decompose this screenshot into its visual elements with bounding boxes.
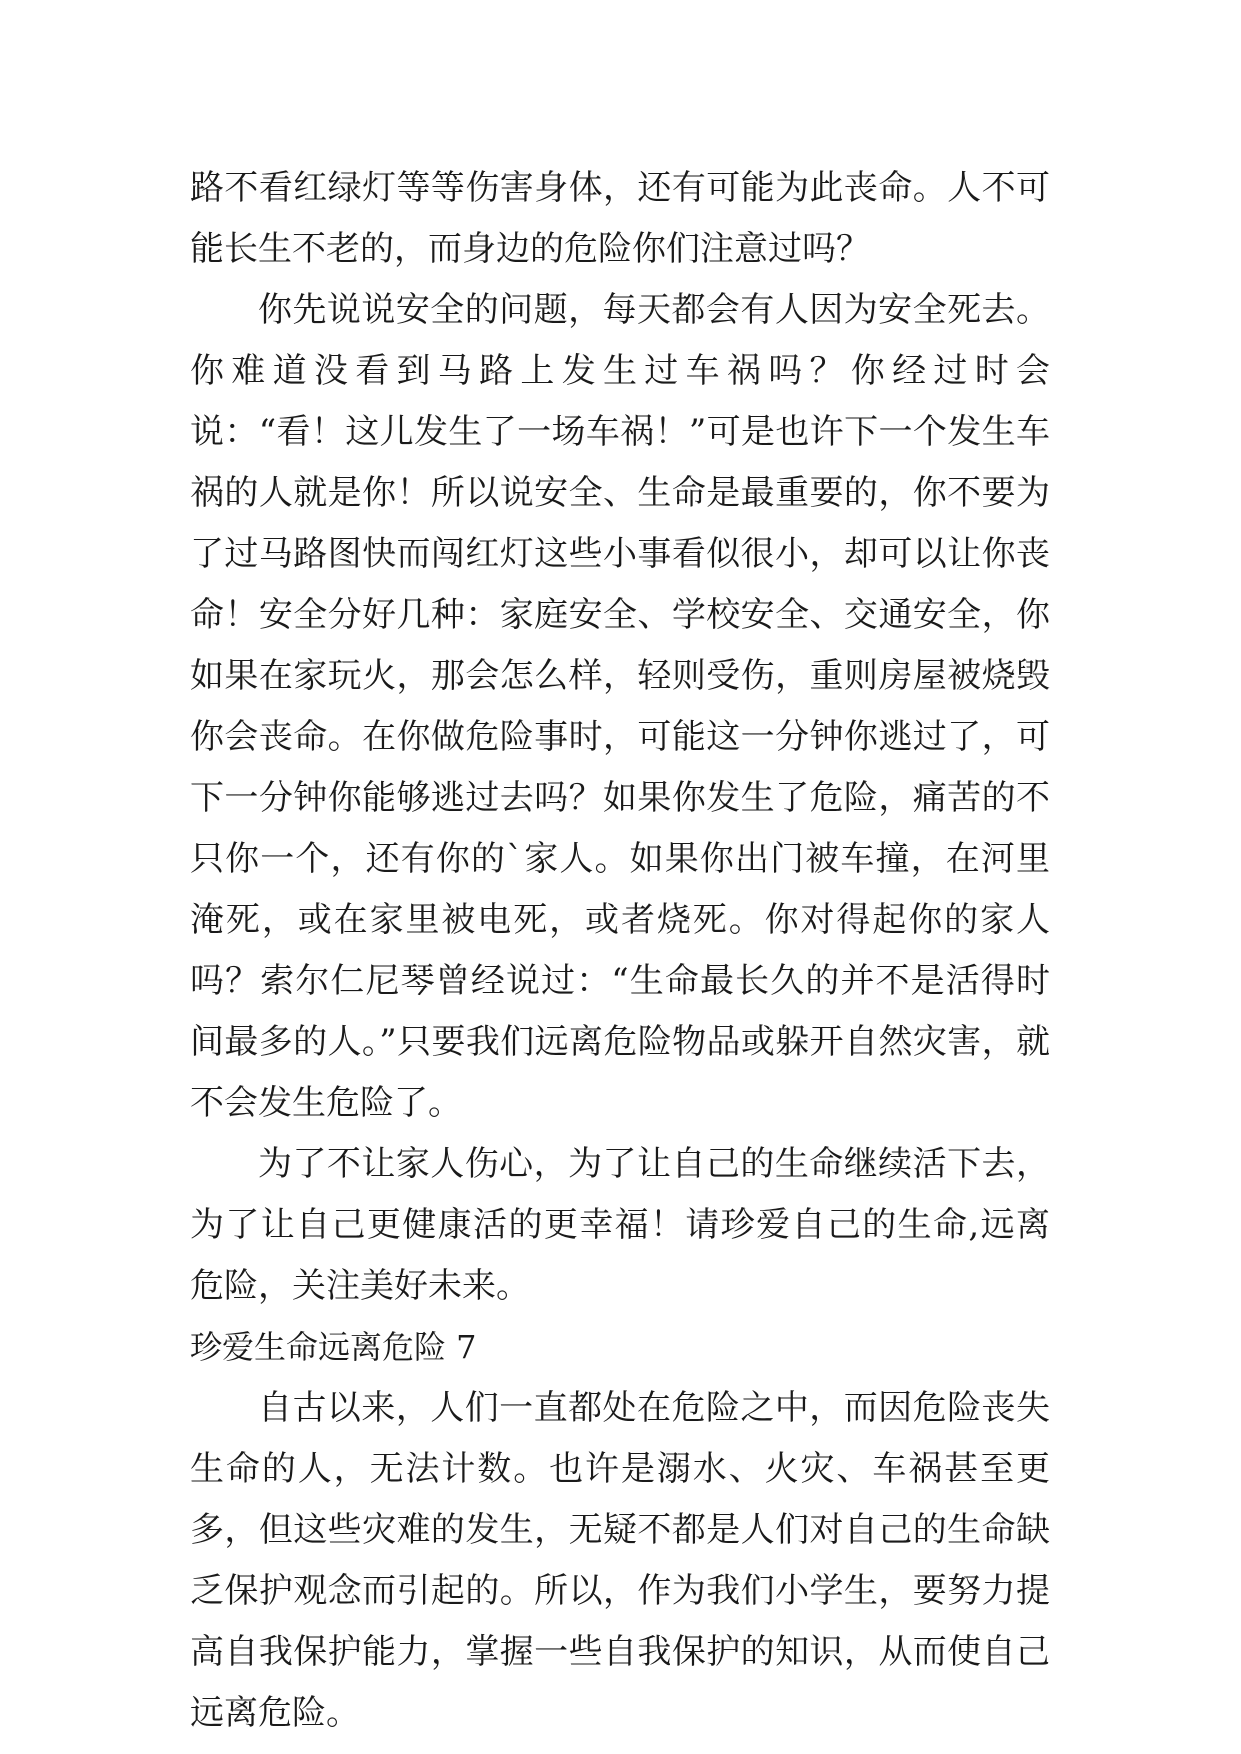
paragraph-conclusion: 为了不让家人伤心，为了让自己的生命继续活下去，为了让自己更健康活的更幸福！请珍爱自己的生命,远离危险，关注美好未来。 (190, 1144, 1050, 1306)
paragraph-intro: 自古以来，人们一直都处在危险之中，而因危险丧失生命的人，无法计数。也许是溺水、火灾、车祸甚至更多，但这些灾难的发生，无疑不都是人们对自己的生命缺乏保护观念而引起的。所以，作为我们小学生，要努力提高自我保护能力，掌握一些自我保护的知识，从而使自己远离危险。 (190, 1388, 1050, 1733)
paragraph-safety: 你先说说安全的问题，每天都会有人因为安全死去。你难道没看到马路上发生过车祸吗？你经过时会说：“看！这儿发生了一场车祸！”可是也许下一个发生车祸的人就是你！所以说安全、生命是最重要的，你不要为了过马路图快而闯红灯这些小事看似很小，却可以让你丧命！安全分好几种：家庭安全、学校安全、交通安全，你如果在家玩火，那会怎么样，轻则受伤，重则房屋被烧毁你会丧命。在你做危险事时，可能这一分钟你逃过了，可下一分钟你能够逃过去吗？如果你发生了危险，痛苦的不只你一个，还有你的`家人。如果你出门被车撞，在河里淹死，或在家里被电死，或者烧死。你对得起你的家人吗？索尔仁尼琴曾经说过：“生命最长久的并不是活得时间最多的人。”只要我们远离危险物品或躲开自然灾害，就不会发生危险了。 (190, 290, 1050, 1123)
document-page (190, 158, 1050, 1744)
section-heading: 珍爱生命远离危险 7 (190, 1328, 477, 1366)
paragraph-continued: 路不看红绿灯等等伤害身体，还有可能为此丧命。人不可能长生不老的，而身边的危险你们注意过吗？ (190, 168, 1050, 269)
